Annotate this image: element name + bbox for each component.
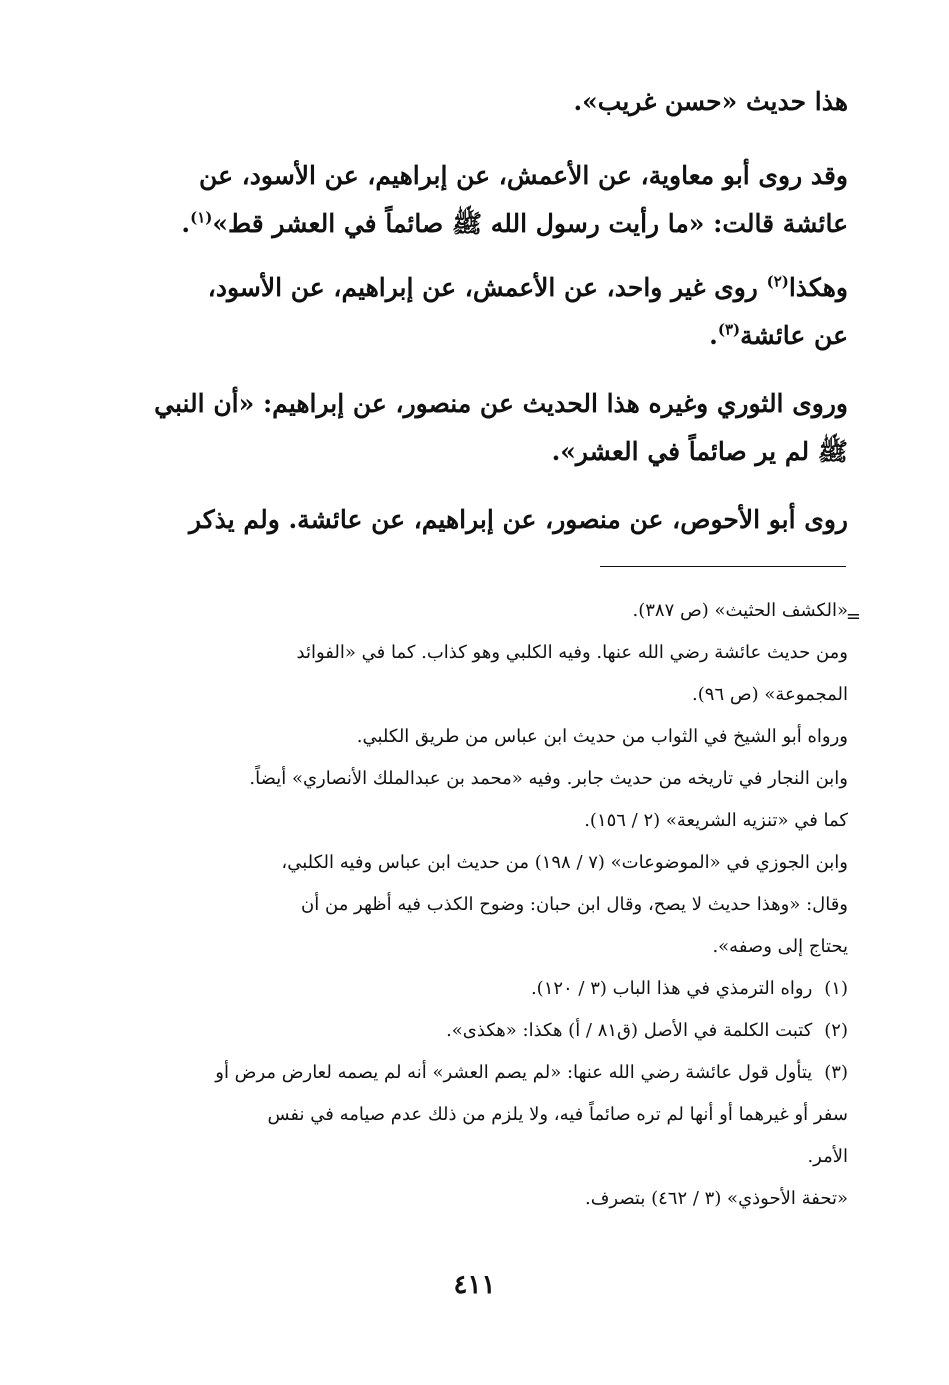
footnote-continuation xyxy=(120,590,848,968)
footnote-line: وابن النجار في تاريخه من حديث جابر. وفيه «محمد بن عبدالملك الأنصاري» أيضاً. xyxy=(249,768,848,789)
footnote-3 xyxy=(120,1052,848,1094)
footnote-2 xyxy=(120,1010,848,1052)
footnote-3-continued: سفر أو غيرهما أو أنها لم تره صائماً فيه، ولا يلزم من ذلك عدم صيامه في نفس xyxy=(267,1104,848,1125)
paragraph-3-line-1-text: روى غير واحد، عن الأعمش، عن إبراهيم، عن الأسود، xyxy=(207,273,767,302)
footnote-marker-1: (١) xyxy=(190,208,213,227)
footnote-3-text: يتأول قول عائشة رضي الله عنها: «لم يصم العشر» أنه لم يصمه لعارض مرض أو xyxy=(215,1062,813,1083)
paragraph-3-start: وهكذا xyxy=(788,273,848,302)
footnote-line: يحتاج إلى وصفه». xyxy=(712,936,848,957)
footnote-line: المجموعة» (ص ٩٦). xyxy=(692,684,848,705)
footnote-marker-2: (٢) xyxy=(766,272,789,291)
paragraph-2-line-2-text: عائشة قالت: «ما رأيت رسول الله ﷺ صائماً في العشر قط» xyxy=(212,209,848,238)
footnote-1-number: (١) xyxy=(824,978,848,999)
footnote-1-text: رواه الترمذي في هذا الباب (٣ / ١٢٠). xyxy=(530,978,813,999)
paragraph-1-text: هذا حديث «حسن غريب». xyxy=(573,87,848,116)
paragraph-4-line-1: وروى الثوري وغيره هذا الحديث عن منصور، عن إبراهيم: «أن النبي xyxy=(154,389,848,418)
footnote-3-number: (٣) xyxy=(824,1062,848,1083)
paragraph-3-end: . xyxy=(709,321,718,350)
paragraph-3-line-1 xyxy=(120,264,848,312)
footnote-list xyxy=(120,968,848,1220)
paragraph-5-line-1: روى أبو الأحوص، عن منصور، عن إبراهيم، عن عائشة. ولم يذكر xyxy=(188,505,848,534)
footnote-line: وقال: «وهذا حديث لا يصح، وقال ابن حبان: وضوح الكذب فيه أظهر من أن xyxy=(301,894,848,915)
page-number: ٤١١ xyxy=(453,1270,496,1300)
paragraph-2-end: . xyxy=(181,209,191,238)
paragraph-4-line-2: ﷺ لم ير صائماً في العشر». xyxy=(551,437,848,466)
footnote-line: وابن الجوزي في «الموضوعات» (٧ / ١٩٨) من حديث ابن عباس وفيه الكلبي، xyxy=(281,852,848,873)
paragraph-3-line-2-text: عن عائشة xyxy=(740,321,848,350)
paragraph-1 xyxy=(120,78,848,126)
paragraph-2-line-1: وقد روى أبو معاوية، عن الأعمش، عن إبراهيم، عن الأسود، عن xyxy=(199,161,848,190)
footnote-line: ورواه أبو الشيخ في الثواب من حديث ابن عباس من طريق الكلبي. xyxy=(356,726,848,747)
footnote-line: «الكشف الحثيث» (ص ٣٨٧). xyxy=(632,600,848,621)
footnote-2-number: (٢) xyxy=(824,1020,848,1041)
paragraph-3-line-2 xyxy=(120,312,848,360)
paragraph-2 xyxy=(120,152,848,248)
footnote-line: ومن حديث عائشة رضي الله عنها. وفيه الكلبي وهو كذاب. كما في «الفوائد xyxy=(296,642,848,663)
footnote-1 xyxy=(120,968,848,1010)
paragraph-2-line-2 xyxy=(120,200,848,248)
footnote-2-text: كتبت الكلمة في الأصل (ق٨١ / أ) هكذا: «هكذى». xyxy=(446,1020,813,1041)
footnote-3-continued: الأمر. xyxy=(807,1146,848,1167)
footnote-continuation-mark: = xyxy=(845,606,861,627)
paragraph-5 xyxy=(120,496,848,544)
footnote-line: كما في «تنزيه الشريعة» (٢ / ١٥٦). xyxy=(584,810,848,831)
footnote-separator xyxy=(600,566,846,567)
paragraph-4 xyxy=(120,380,848,476)
footnote-marker-3: (٣) xyxy=(717,320,741,339)
paragraph-3 xyxy=(120,264,848,360)
footnote-3-continued: «تحفة الأحوذي» (٣ / ٤٦٢) بتصرف. xyxy=(585,1188,848,1209)
